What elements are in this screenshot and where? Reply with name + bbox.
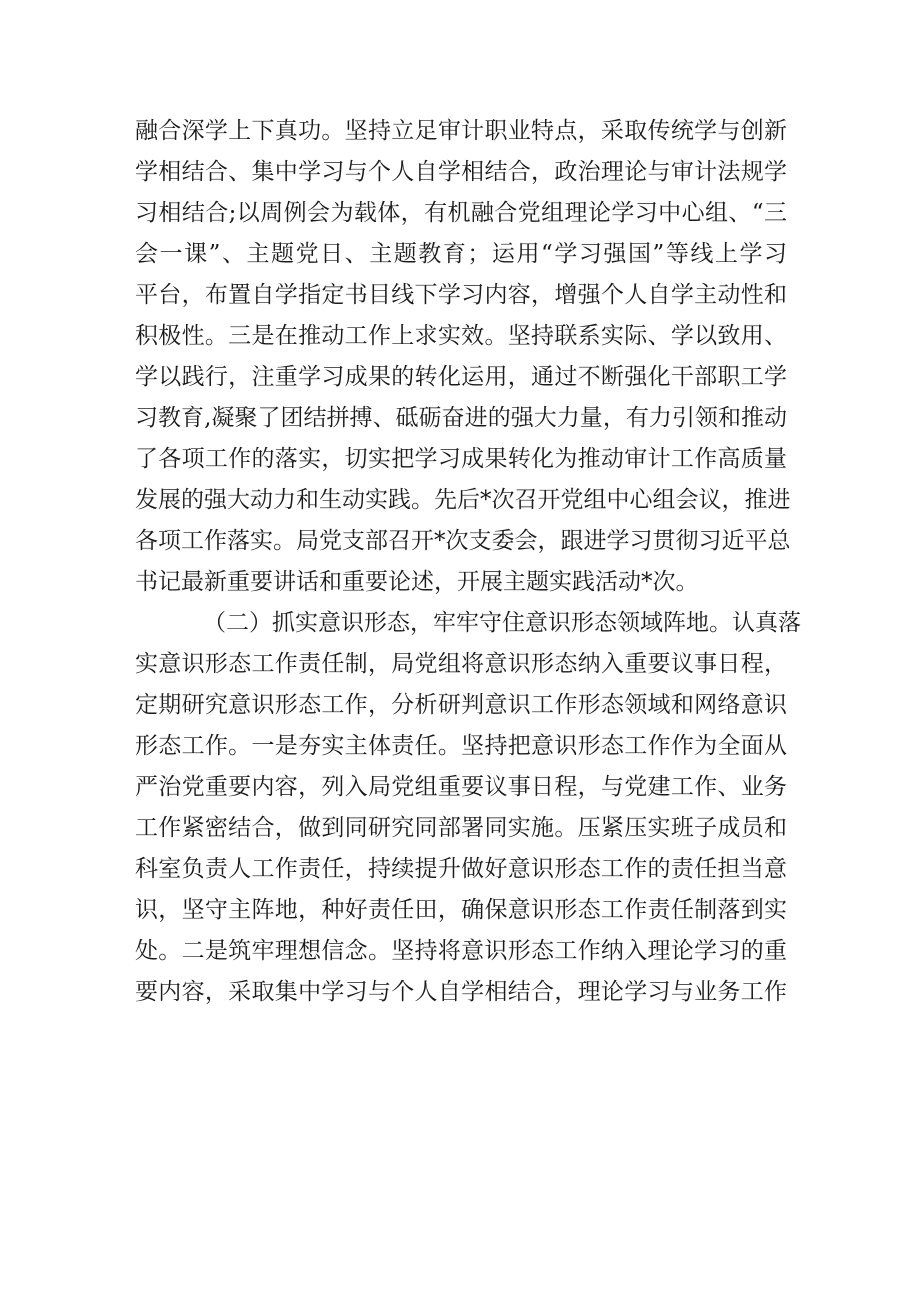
- text-line: （二）抓实意识形态，牢牢守住意识形态领域阵地。认真落: [203, 610, 801, 636]
- text-line: 了各项工作的落实，切实把学习成果转化为推动审计工作高质量: [135, 446, 787, 472]
- text-line: 工作紧密结合，做到同研究同部署同实施。压紧压实班子成员和: [135, 815, 787, 841]
- text-line: 科室负责人工作责任，持续提升做好意识形态工作的责任担当意: [135, 856, 787, 882]
- text-line: 平台，布置自学指定书目线下学习内容，增强个人自学主动性和: [135, 282, 787, 308]
- text-line: 实意识形态工作责任制，局党组将意识形态纳入重要议事日程，: [135, 651, 787, 677]
- text-line: 发展的强大动力和生动实践。先后*次召开党组中心组会议，推进: [135, 487, 791, 513]
- text-line: 学相结合、集中学习与个人自学相结合，政治理论与审计法规学: [135, 159, 787, 185]
- text-line: 识，坚守主阵地，种好责任田，确保意识形态工作责任制落到实: [135, 897, 787, 923]
- text-line: 处。二是筑牢理想信念。坚持将意识形态工作纳入理论学习的重: [135, 938, 787, 964]
- text-line: 积极性。三是在推动工作上求实效。坚持联系实际、学以致用、: [135, 323, 787, 349]
- text-line: 各项工作落实。局党支部召开*次支委会，跟进学习贯彻习近平总: [135, 528, 791, 554]
- text-line: 书记最新重要讲话和重要论述，开展主题实践活动*次。: [135, 569, 699, 595]
- text-line: 习相结合;以周例会为载体，有机融合党组理论学习中心组、“三: [135, 200, 787, 226]
- text-line: 严治党重要内容，列入局党组重要议事日程，与党建工作、业务: [135, 774, 787, 800]
- text-line: 会一课”、主题党日、主题教育；运用“学习强国”等线上学习: [135, 241, 787, 267]
- text-line: 习教育,凝聚了团结拼搏、砥砺奋进的强大力量，有力引领和推动: [135, 405, 787, 431]
- text-line: 定期研究意识形态工作，分析研判意识工作形态领域和网络意识: [135, 692, 787, 718]
- text-line: 形态工作。一是夯实主体责任。坚持把意识形态工作作为全面从: [135, 733, 787, 759]
- text-line: 融合深学上下真功。坚持立足审计职业特点，采取传统学与创新: [135, 118, 787, 144]
- text-line: 学以践行，注重学习成果的转化运用，通过不断强化干部职工学: [135, 364, 787, 390]
- text-line: 要内容，采取集中学习与个人自学相结合，理论学习与业务工作: [135, 979, 787, 1005]
